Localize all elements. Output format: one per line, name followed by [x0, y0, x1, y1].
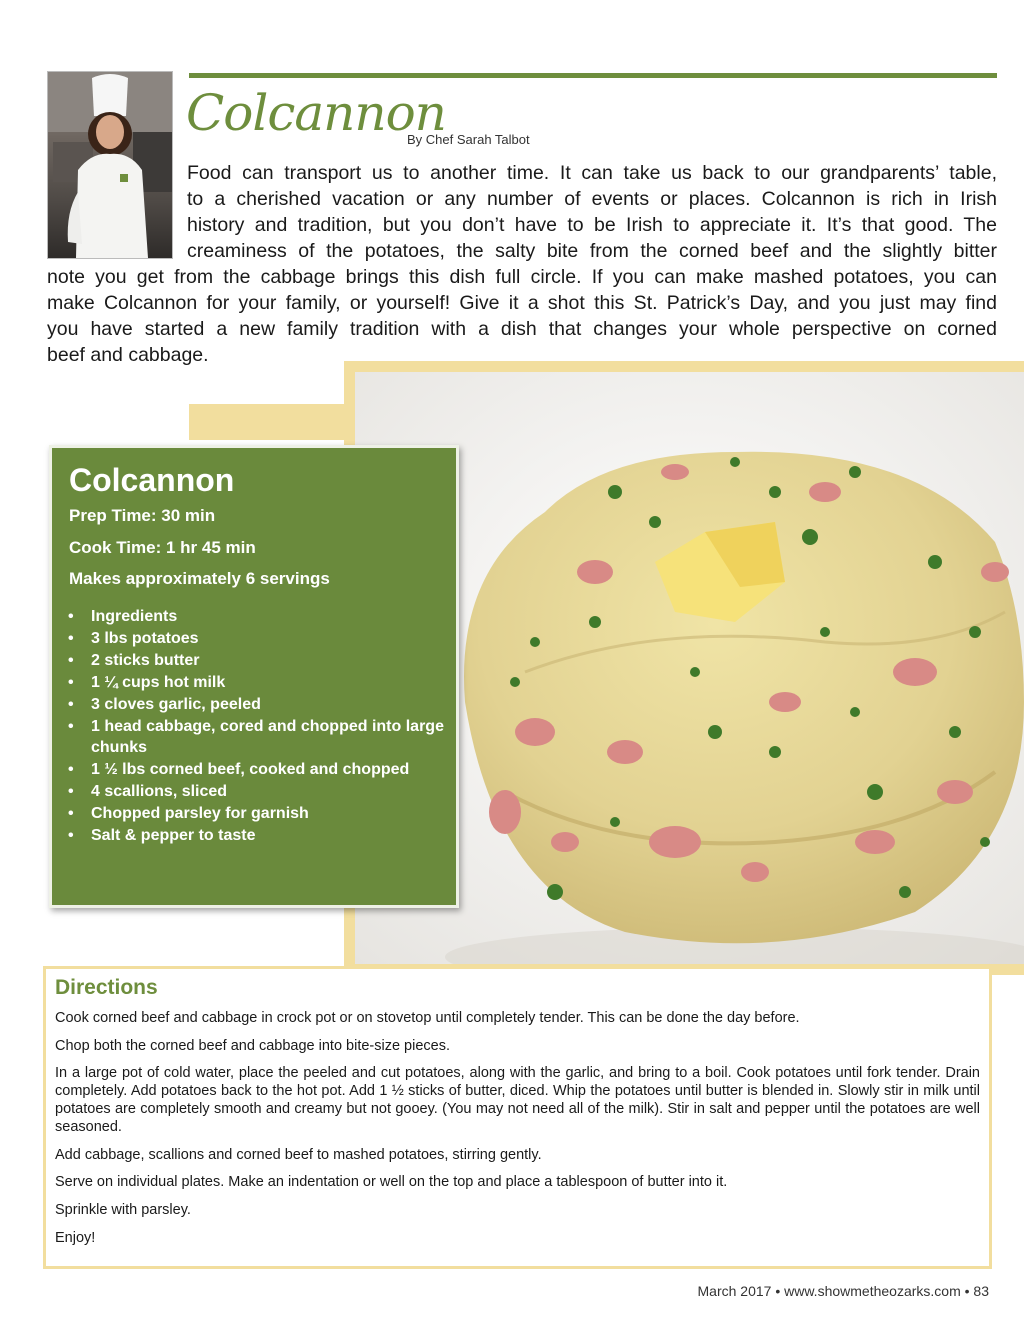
- ingredient-item: • 1 ½ lbs corned beef, cooked and chopped: [66, 759, 446, 781]
- ingredients-list: [66, 606, 446, 847]
- ingredient-item: • Salt & pepper to taste: [66, 825, 446, 847]
- ingredient-item: • 4 scallions, sliced: [66, 781, 446, 803]
- directions-box: [43, 966, 992, 1269]
- article-title: Colcannon: [186, 84, 446, 142]
- direction-step: Sprinkle with parsley.: [55, 1201, 191, 1218]
- intro-paragraph-top: [187, 160, 997, 264]
- prep-time: Prep Time: 30 min: [69, 506, 216, 525]
- directions-steps: [55, 1009, 980, 1256]
- intro-line: make Colcannon for your family, or yourself! Give it a shot this St. Patrick’s Day, and you just may find: [47, 292, 997, 314]
- direction-step: Serve on individual plates. Make an indentation or well on the top and place a tablespoon of butter into it.: [55, 1174, 728, 1191]
- direction-step: Cook corned beef and cabbage in crock pot or on stovetop until completely tender. This can be done the day before.: [55, 1010, 800, 1026]
- recipe-card-title: Colcannon: [69, 462, 235, 498]
- author-byline: By Chef Sarah Talbot: [407, 132, 530, 147]
- ingredient-item: • Chopped parsley for garnish: [66, 803, 446, 825]
- direction-step: Add cabbage, scallions and corned beef to mashed potatoes, stirring gently.: [55, 1146, 542, 1163]
- intro-line: history and tradition, but you don’t have to be Irish to appreciate it. It’s that good. The: [187, 214, 997, 236]
- intro-line: beef and cabbage.: [47, 344, 209, 366]
- ingredient-item: • 1 ¼ cups hot milk: [66, 672, 446, 694]
- direction-step: Chop both the corned beef and cabbage into bite-size pieces.: [55, 1037, 450, 1054]
- intro-line: to a cherished vacation or any number of events or places. Colcannon is rich in Irish: [187, 188, 997, 210]
- direction-step: In a large pot of cold water, place the peeled and cut potatoes, along with the garlic, and bring to a boil. Cook potatoes until fork tender. Drain completely. Add potatoes back to the hot pot. Add 1 ½ sticks of butter, diced. Whip the potatoes until butter is blended in. Slowly stir in milk until potatoes are completely smooth and creamy but not gooey. (You may not need all of the milk). Stir in salt and pepper until the potatoes are well seasoned.: [55, 1065, 980, 1136]
- intro-line: you have started a new family tradition with a dish that changes your whole perspective on corned: [47, 318, 997, 340]
- chef-photo: [47, 71, 173, 259]
- servings: Makes approximately 6 servings: [69, 569, 330, 588]
- cook-time: Cook Time: 1 hr 45 min: [69, 538, 256, 557]
- intro-paragraph-bottom: [47, 264, 997, 368]
- ingredient-item: • 3 lbs potatoes: [66, 628, 446, 650]
- ingredient-item: • Ingredients: [66, 606, 446, 628]
- intro-line: note you get from the cabbage brings this dish full circle. If you can make mashed potatoes, you can: [47, 266, 997, 288]
- ingredient-item: • 3 cloves garlic, peeled: [66, 694, 446, 716]
- ingredient-item: • 2 sticks butter: [66, 650, 446, 672]
- page-footer: March 2017 • www.showmetheozarks.com • 83: [697, 1283, 989, 1299]
- direction-step: Enjoy!: [55, 1229, 96, 1246]
- recipe-card: [49, 445, 459, 908]
- intro-line: Food can transport us to another time. It can take us back to our grandparents’ table,: [187, 162, 997, 184]
- directions-title: Directions: [55, 976, 158, 999]
- intro-line: creaminess of the potatoes, the salty bite from the corned beef and the slightly bitter: [187, 240, 997, 262]
- ingredient-item: • 1 head cabbage, cored and chopped into large chunks: [66, 716, 446, 760]
